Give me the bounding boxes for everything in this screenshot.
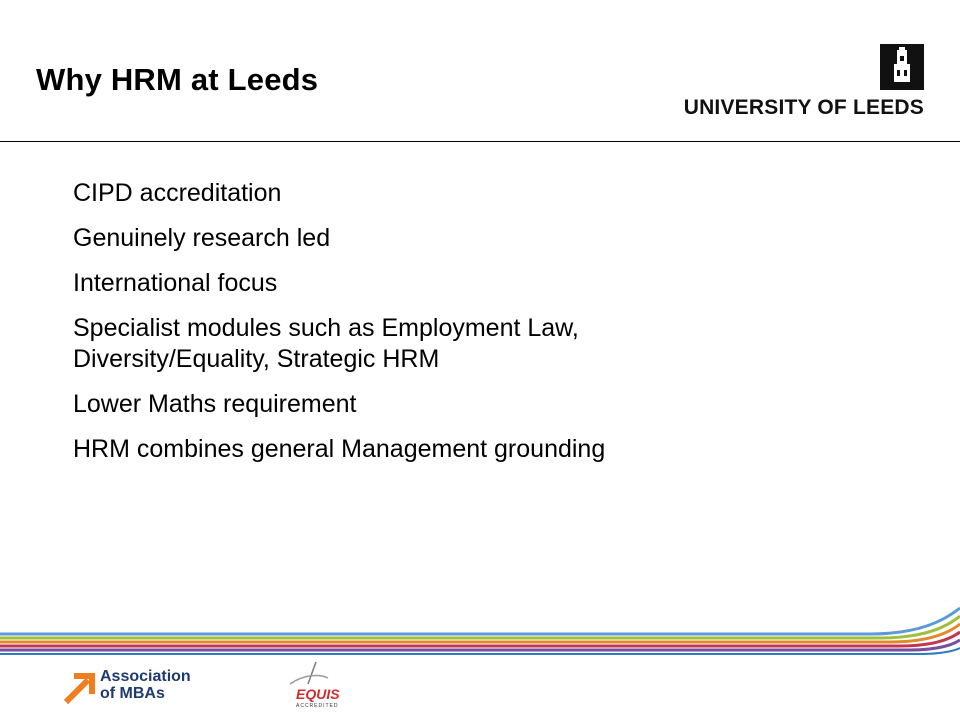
- bullet-item: Genuinely research led: [73, 224, 331, 252]
- equis-wordmark: EQUIS: [296, 686, 340, 702]
- university-logo: [684, 44, 924, 124]
- bullet-item: Specialist modules such as Employment Law, Diversity/Equality, Strategic HRM: [73, 314, 579, 373]
- bullet-item: Lower Maths requirement: [73, 390, 357, 418]
- bullet-item: CIPD accreditation: [73, 179, 282, 207]
- bullet-item: HRM combines general Management grounding: [73, 435, 606, 463]
- university-tower-icon: [880, 44, 924, 90]
- equis-logo: [282, 660, 362, 716]
- amba-logo: [62, 668, 232, 716]
- header-divider: [0, 141, 960, 142]
- bullet-list: [73, 178, 893, 479]
- university-wordmark: UNIVERSITY OF LEEDS: [683, 96, 924, 119]
- amba-arrow-icon: [62, 670, 96, 706]
- bullet-item: International focus: [73, 269, 278, 297]
- amba-wordmark: Association of MBAs: [100, 668, 191, 702]
- slide-title: Why HRM at Leeds: [36, 62, 319, 97]
- equis-accredited-label: ACCREDITED: [296, 703, 339, 709]
- decorative-stripes: [0, 600, 960, 660]
